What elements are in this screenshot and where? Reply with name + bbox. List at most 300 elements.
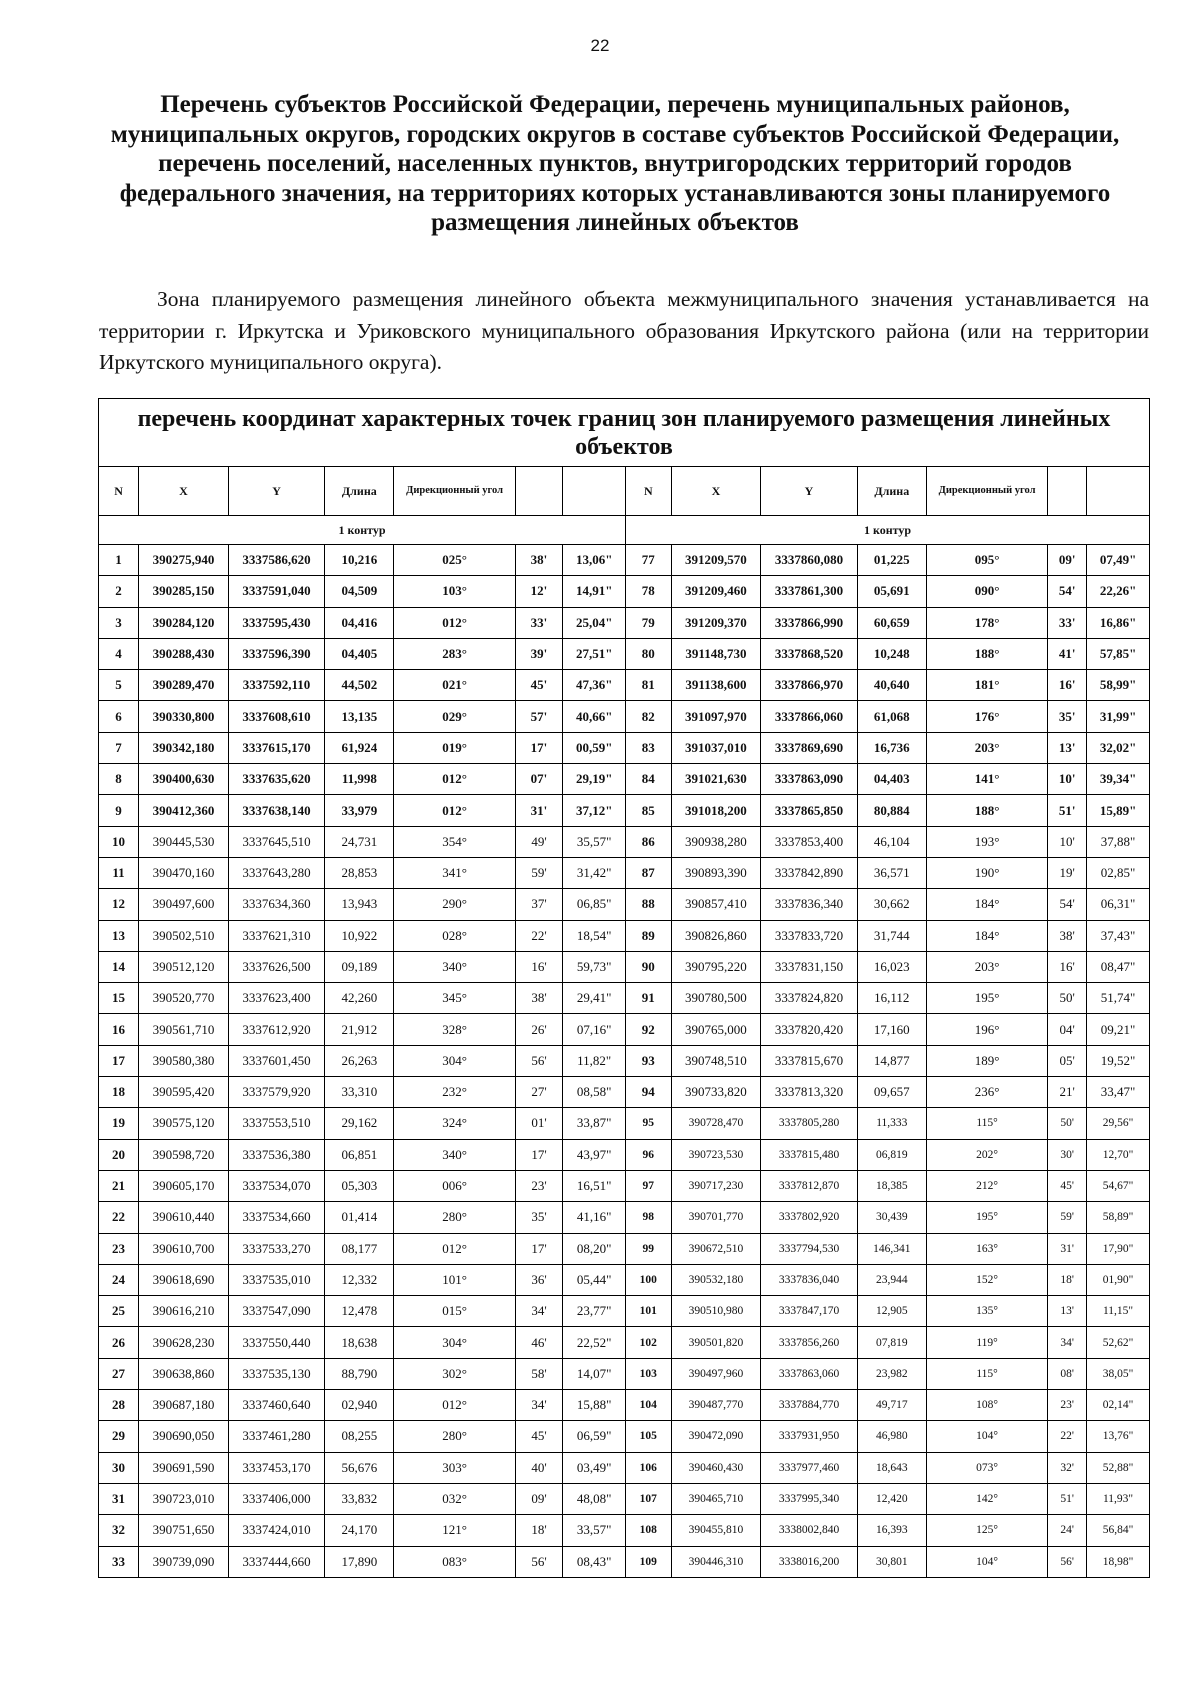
point-number-left: 14 <box>99 951 139 982</box>
x-value-right: 390487,770 <box>671 1390 761 1421</box>
y-value-left: 3337535,010 <box>228 1264 324 1295</box>
angle-seconds-left: 15,88" <box>563 1390 626 1421</box>
angle-minutes-right: 24' <box>1048 1515 1087 1546</box>
y-value-right: 3338002,840 <box>761 1515 857 1546</box>
angle-seconds-right: 18,98" <box>1087 1546 1150 1577</box>
length-value-left: 18,638 <box>325 1327 394 1358</box>
y-value-left: 3337626,500 <box>228 951 324 982</box>
angle-degrees-right: 115° <box>926 1358 1047 1389</box>
angle-seconds-right: 06,31" <box>1087 889 1150 920</box>
angle-minutes-left: 16' <box>515 951 563 982</box>
angle-minutes-left: 17' <box>515 732 563 763</box>
angle-degrees-left: 345° <box>394 983 515 1014</box>
header-y-left: Y <box>228 467 324 516</box>
x-value-right: 390510,980 <box>671 1296 761 1327</box>
angle-minutes-left: 59' <box>515 857 563 888</box>
y-value-right: 3337815,670 <box>761 1045 857 1076</box>
angle-minutes-left: 09' <box>515 1483 563 1514</box>
point-number-right: 85 <box>626 795 671 826</box>
angle-minutes-left: 31' <box>515 795 563 826</box>
y-value-left: 3337534,660 <box>228 1202 324 1233</box>
point-number-left: 9 <box>99 795 139 826</box>
y-value-right: 3337861,300 <box>761 576 857 607</box>
point-number-right: 89 <box>626 920 671 951</box>
angle-seconds-left: 33,87" <box>563 1108 626 1139</box>
point-number-right: 92 <box>626 1014 671 1045</box>
y-value-right: 3337802,920 <box>761 1202 857 1233</box>
table-body <box>99 545 1150 1578</box>
angle-seconds-right: 51,74" <box>1087 983 1150 1014</box>
length-value-left: 42,260 <box>325 983 394 1014</box>
angle-seconds-left: 31,42" <box>563 857 626 888</box>
angle-seconds-left: 11,82" <box>563 1045 626 1076</box>
length-value-left: 05,303 <box>325 1170 394 1201</box>
header-minutes-left <box>515 467 563 516</box>
point-number-right: 98 <box>626 1202 671 1233</box>
angle-degrees-left: 019° <box>394 732 515 763</box>
point-number-right: 105 <box>626 1421 671 1452</box>
length-value-left: 56,676 <box>325 1452 394 1483</box>
angle-seconds-left: 43,97" <box>563 1139 626 1170</box>
angle-degrees-left: 232° <box>394 1077 515 1108</box>
x-value-left: 390502,510 <box>139 920 229 951</box>
point-number-right: 83 <box>626 732 671 763</box>
table-row <box>99 1358 1150 1389</box>
table-row <box>99 857 1150 888</box>
length-value-right: 11,333 <box>857 1108 926 1139</box>
length-value-left: 04,405 <box>325 638 394 669</box>
y-value-left: 3337592,110 <box>228 670 324 701</box>
angle-degrees-right: 178° <box>926 607 1047 638</box>
angle-seconds-left: 08,58" <box>563 1077 626 1108</box>
x-value-right: 390826,860 <box>671 920 761 951</box>
header-n-right: N <box>626 467 671 516</box>
angle-degrees-left: 025° <box>394 545 515 576</box>
length-value-left: 12,478 <box>325 1296 394 1327</box>
table-row <box>99 1014 1150 1045</box>
contour-row <box>99 516 1150 545</box>
angle-degrees-left: 101° <box>394 1264 515 1295</box>
angle-minutes-left: 17' <box>515 1139 563 1170</box>
length-value-right: 17,160 <box>857 1014 926 1045</box>
table-row <box>99 1390 1150 1421</box>
point-number-left: 21 <box>99 1170 139 1201</box>
angle-minutes-right: 30' <box>1048 1139 1087 1170</box>
angle-seconds-right: 31,99" <box>1087 701 1150 732</box>
y-value-right: 3337815,480 <box>761 1139 857 1170</box>
point-number-left: 18 <box>99 1077 139 1108</box>
angle-seconds-left: 47,36" <box>563 670 626 701</box>
length-value-right: 12,905 <box>857 1296 926 1327</box>
y-value-right: 3337853,400 <box>761 826 857 857</box>
angle-seconds-left: 06,59" <box>563 1421 626 1452</box>
length-value-right: 46,104 <box>857 826 926 857</box>
angle-degrees-left: 283° <box>394 638 515 669</box>
length-value-left: 17,890 <box>325 1546 394 1577</box>
length-value-right: 09,657 <box>857 1077 926 1108</box>
angle-degrees-right: 125° <box>926 1515 1047 1546</box>
length-value-left: 88,790 <box>325 1358 394 1389</box>
y-value-right: 3337812,870 <box>761 1170 857 1201</box>
header-angle-right: Дирекционный угол <box>926 467 1047 516</box>
y-value-right: 3337863,090 <box>761 764 857 795</box>
x-value-right: 390465,710 <box>671 1483 761 1514</box>
length-value-left: 44,502 <box>325 670 394 701</box>
x-value-right: 390532,180 <box>671 1264 761 1295</box>
angle-seconds-right: 56,84" <box>1087 1515 1150 1546</box>
angle-seconds-right: 11,15" <box>1087 1296 1150 1327</box>
y-value-right: 3337865,850 <box>761 795 857 826</box>
length-value-left: 61,924 <box>325 732 394 763</box>
length-value-left: 06,851 <box>325 1139 394 1170</box>
x-value-right: 390765,000 <box>671 1014 761 1045</box>
y-value-right: 3337931,950 <box>761 1421 857 1452</box>
length-value-right: 10,248 <box>857 638 926 669</box>
angle-degrees-right: 163° <box>926 1233 1047 1264</box>
angle-degrees-left: 012° <box>394 607 515 638</box>
length-value-left: 04,509 <box>325 576 394 607</box>
y-value-right: 3337884,770 <box>761 1390 857 1421</box>
angle-minutes-right: 56' <box>1048 1546 1087 1577</box>
point-number-right: 81 <box>626 670 671 701</box>
point-number-left: 28 <box>99 1390 139 1421</box>
angle-minutes-left: 22' <box>515 920 563 951</box>
y-value-right: 3337869,690 <box>761 732 857 763</box>
table-row <box>99 1045 1150 1076</box>
angle-degrees-right: 189° <box>926 1045 1047 1076</box>
length-value-left: 10,922 <box>325 920 394 951</box>
point-number-left: 17 <box>99 1045 139 1076</box>
angle-degrees-right: 176° <box>926 701 1047 732</box>
page-number: 22 <box>590 36 610 55</box>
table-row <box>99 1483 1150 1514</box>
point-number-right: 84 <box>626 764 671 795</box>
point-number-right: 100 <box>626 1264 671 1295</box>
angle-minutes-left: 38' <box>515 983 563 1014</box>
angle-minutes-right: 32' <box>1048 1452 1087 1483</box>
point-number-right: 108 <box>626 1515 671 1546</box>
point-number-right: 106 <box>626 1452 671 1483</box>
y-value-left: 3337595,430 <box>228 607 324 638</box>
angle-degrees-right: 196° <box>926 1014 1047 1045</box>
length-value-left: 33,832 <box>325 1483 394 1514</box>
table-row <box>99 826 1150 857</box>
table-row <box>99 1327 1150 1358</box>
y-value-right: 3337868,520 <box>761 638 857 669</box>
angle-seconds-right: 11,93" <box>1087 1483 1150 1514</box>
table-row <box>99 764 1150 795</box>
angle-degrees-right: 108° <box>926 1390 1047 1421</box>
length-value-right: 12,420 <box>857 1483 926 1514</box>
angle-seconds-right: 15,89" <box>1087 795 1150 826</box>
x-value-right: 390717,230 <box>671 1170 761 1201</box>
angle-minutes-right: 41' <box>1048 638 1087 669</box>
point-number-right: 88 <box>626 889 671 920</box>
angle-degrees-left: 121° <box>394 1515 515 1546</box>
angle-degrees-left: 028° <box>394 920 515 951</box>
x-value-left: 390739,090 <box>139 1546 229 1577</box>
angle-degrees-left: 012° <box>394 1390 515 1421</box>
table-title: перечень координат характерных точек границ зон планируемого размещения линейных объектов <box>99 399 1150 467</box>
y-value-left: 3337535,130 <box>228 1358 324 1389</box>
angle-degrees-left: 340° <box>394 1139 515 1170</box>
angle-seconds-right: 13,76" <box>1087 1421 1150 1452</box>
angle-minutes-right: 54' <box>1048 576 1087 607</box>
table-row <box>99 1170 1150 1201</box>
y-value-right: 3337794,530 <box>761 1233 857 1264</box>
length-value-left: 12,332 <box>325 1264 394 1295</box>
x-value-left: 390723,010 <box>139 1483 229 1514</box>
x-value-left: 390616,210 <box>139 1296 229 1327</box>
x-value-left: 390690,050 <box>139 1421 229 1452</box>
point-number-left: 5 <box>99 670 139 701</box>
x-value-right: 391138,600 <box>671 670 761 701</box>
y-value-right: 3337866,970 <box>761 670 857 701</box>
point-number-left: 16 <box>99 1014 139 1045</box>
point-number-right: 78 <box>626 576 671 607</box>
angle-minutes-left: 34' <box>515 1390 563 1421</box>
angle-degrees-left: 012° <box>394 795 515 826</box>
angle-degrees-left: 280° <box>394 1202 515 1233</box>
table-row <box>99 607 1150 638</box>
x-value-right: 391037,010 <box>671 732 761 763</box>
x-value-left: 390470,160 <box>139 857 229 888</box>
point-number-right: 96 <box>626 1139 671 1170</box>
angle-seconds-right: 38,05" <box>1087 1358 1150 1389</box>
y-value-right: 3337813,320 <box>761 1077 857 1108</box>
angle-minutes-left: 34' <box>515 1296 563 1327</box>
x-value-left: 390638,860 <box>139 1358 229 1389</box>
angle-degrees-left: 290° <box>394 889 515 920</box>
point-number-left: 24 <box>99 1264 139 1295</box>
angle-minutes-left: 57' <box>515 701 563 732</box>
point-number-left: 6 <box>99 701 139 732</box>
length-value-right: 16,023 <box>857 951 926 982</box>
length-value-right: 80,884 <box>857 795 926 826</box>
point-number-right: 80 <box>626 638 671 669</box>
length-value-right: 40,640 <box>857 670 926 701</box>
point-number-left: 11 <box>99 857 139 888</box>
angle-minutes-right: 19' <box>1048 857 1087 888</box>
header-minutes-right <box>1048 467 1087 516</box>
length-value-left: 33,310 <box>325 1077 394 1108</box>
angle-degrees-right: 090° <box>926 576 1047 607</box>
x-value-left: 390289,470 <box>139 670 229 701</box>
angle-minutes-left: 56' <box>515 1045 563 1076</box>
angle-minutes-right: 31' <box>1048 1233 1087 1264</box>
angle-degrees-right: 188° <box>926 638 1047 669</box>
table-header-row <box>99 467 1150 516</box>
y-value-left: 3337461,280 <box>228 1421 324 1452</box>
point-number-left: 13 <box>99 920 139 951</box>
length-value-right: 23,944 <box>857 1264 926 1295</box>
y-value-left: 3337596,390 <box>228 638 324 669</box>
length-value-right: 14,877 <box>857 1045 926 1076</box>
x-value-left: 390628,230 <box>139 1327 229 1358</box>
y-value-left: 3337547,090 <box>228 1296 324 1327</box>
length-value-left: 04,416 <box>325 607 394 638</box>
point-number-left: 29 <box>99 1421 139 1452</box>
length-value-right: 18,643 <box>857 1452 926 1483</box>
y-value-left: 3337634,360 <box>228 889 324 920</box>
length-value-right: 04,403 <box>857 764 926 795</box>
point-number-right: 99 <box>626 1233 671 1264</box>
length-value-left: 08,255 <box>325 1421 394 1452</box>
x-value-left: 390512,120 <box>139 951 229 982</box>
x-value-right: 391209,460 <box>671 576 761 607</box>
angle-minutes-left: 36' <box>515 1264 563 1295</box>
angle-minutes-left: 46' <box>515 1327 563 1358</box>
angle-minutes-left: 45' <box>515 1421 563 1452</box>
angle-degrees-right: 184° <box>926 920 1047 951</box>
angle-seconds-left: 37,12" <box>563 795 626 826</box>
header-length-left: Длина <box>325 467 394 516</box>
x-value-left: 390610,440 <box>139 1202 229 1233</box>
angle-degrees-left: 029° <box>394 701 515 732</box>
header-x-left: X <box>139 467 229 516</box>
angle-seconds-right: 32,02" <box>1087 732 1150 763</box>
length-value-right: 60,659 <box>857 607 926 638</box>
length-value-right: 30,662 <box>857 889 926 920</box>
table-row <box>99 1515 1150 1546</box>
point-number-right: 79 <box>626 607 671 638</box>
point-number-right: 77 <box>626 545 671 576</box>
table-row <box>99 1202 1150 1233</box>
x-value-left: 390400,630 <box>139 764 229 795</box>
angle-seconds-right: 17,90" <box>1087 1233 1150 1264</box>
angle-seconds-left: 00,59" <box>563 732 626 763</box>
length-value-right: 23,982 <box>857 1358 926 1389</box>
angle-seconds-left: 18,54" <box>563 920 626 951</box>
angle-seconds-left: 35,57" <box>563 826 626 857</box>
x-value-left: 390445,530 <box>139 826 229 857</box>
x-value-left: 390275,940 <box>139 545 229 576</box>
point-number-right: 90 <box>626 951 671 982</box>
angle-seconds-right: 01,90" <box>1087 1264 1150 1295</box>
point-number-right: 93 <box>626 1045 671 1076</box>
angle-seconds-right: 37,88" <box>1087 826 1150 857</box>
point-number-left: 15 <box>99 983 139 1014</box>
angle-seconds-right: 58,89" <box>1087 1202 1150 1233</box>
point-number-right: 95 <box>626 1108 671 1139</box>
y-value-left: 3337643,280 <box>228 857 324 888</box>
x-value-right: 390460,430 <box>671 1452 761 1483</box>
y-value-left: 3337406,000 <box>228 1483 324 1514</box>
angle-seconds-right: 22,26" <box>1087 576 1150 607</box>
angle-minutes-left: 17' <box>515 1233 563 1264</box>
point-number-right: 97 <box>626 1170 671 1201</box>
y-value-right: 3337995,340 <box>761 1483 857 1514</box>
angle-seconds-right: 37,43" <box>1087 920 1150 951</box>
y-value-left: 3337621,310 <box>228 920 324 951</box>
angle-degrees-right: 212° <box>926 1170 1047 1201</box>
table-row <box>99 889 1150 920</box>
length-value-right: 07,819 <box>857 1327 926 1358</box>
x-value-left: 390284,120 <box>139 607 229 638</box>
point-number-left: 26 <box>99 1327 139 1358</box>
angle-seconds-left: 14,91" <box>563 576 626 607</box>
angle-minutes-left: 37' <box>515 889 563 920</box>
angle-degrees-right: 119° <box>926 1327 1047 1358</box>
length-value-right: 36,571 <box>857 857 926 888</box>
angle-minutes-right: 04' <box>1048 1014 1087 1045</box>
length-value-right: 30,439 <box>857 1202 926 1233</box>
header-length-right: Длина <box>857 467 926 516</box>
point-number-left: 27 <box>99 1358 139 1389</box>
length-value-right: 01,225 <box>857 545 926 576</box>
table-row <box>99 576 1150 607</box>
x-value-left: 390412,360 <box>139 795 229 826</box>
angle-seconds-left: 07,16" <box>563 1014 626 1045</box>
y-value-left: 3337635,620 <box>228 764 324 795</box>
x-value-left: 390342,180 <box>139 732 229 763</box>
length-value-left: 13,135 <box>325 701 394 732</box>
x-value-left: 390575,120 <box>139 1108 229 1139</box>
angle-seconds-left: 22,52" <box>563 1327 626 1358</box>
x-value-right: 390733,820 <box>671 1077 761 1108</box>
table-row <box>99 732 1150 763</box>
table-row <box>99 638 1150 669</box>
y-value-left: 3337579,920 <box>228 1077 324 1108</box>
angle-degrees-right: 095° <box>926 545 1047 576</box>
angle-seconds-left: 40,66" <box>563 701 626 732</box>
y-value-left: 3337591,040 <box>228 576 324 607</box>
y-value-left: 3337553,510 <box>228 1108 324 1139</box>
angle-minutes-left: 27' <box>515 1077 563 1108</box>
angle-minutes-left: 23' <box>515 1170 563 1201</box>
angle-seconds-right: 29,56" <box>1087 1108 1150 1139</box>
angle-minutes-right: 13' <box>1048 1296 1087 1327</box>
angle-minutes-left: 58' <box>515 1358 563 1389</box>
header-angle-left: Дирекционный угол <box>394 467 515 516</box>
angle-degrees-right: 195° <box>926 983 1047 1014</box>
angle-degrees-right: 104° <box>926 1546 1047 1577</box>
table-row <box>99 1546 1150 1577</box>
angle-seconds-right: 52,88" <box>1087 1452 1150 1483</box>
y-value-left: 3337612,920 <box>228 1014 324 1045</box>
point-number-left: 30 <box>99 1452 139 1483</box>
table-row <box>99 795 1150 826</box>
length-value-left: 11,998 <box>325 764 394 795</box>
angle-degrees-left: 021° <box>394 670 515 701</box>
x-value-right: 391148,730 <box>671 638 761 669</box>
x-value-left: 390561,710 <box>139 1014 229 1045</box>
length-value-right: 18,385 <box>857 1170 926 1201</box>
coordinates-table <box>98 398 1150 1578</box>
angle-seconds-left: 05,44" <box>563 1264 626 1295</box>
angle-seconds-right: 39,34" <box>1087 764 1150 795</box>
angle-degrees-left: 304° <box>394 1327 515 1358</box>
angle-degrees-left: 341° <box>394 857 515 888</box>
point-number-right: 94 <box>626 1077 671 1108</box>
table-row <box>99 920 1150 951</box>
angle-degrees-left: 280° <box>394 1421 515 1452</box>
y-value-right: 3337842,890 <box>761 857 857 888</box>
y-value-right: 3337805,280 <box>761 1108 857 1139</box>
header-seconds-left <box>563 467 626 516</box>
y-value-left: 3337550,440 <box>228 1327 324 1358</box>
table-row <box>99 1421 1150 1452</box>
angle-degrees-left: 012° <box>394 1233 515 1264</box>
point-number-right: 82 <box>626 701 671 732</box>
x-value-right: 390795,220 <box>671 951 761 982</box>
length-value-right: 16,112 <box>857 983 926 1014</box>
angle-degrees-left: 328° <box>394 1014 515 1045</box>
point-number-left: 31 <box>99 1483 139 1514</box>
angle-minutes-left: 56' <box>515 1546 563 1577</box>
point-number-left: 8 <box>99 764 139 795</box>
angle-degrees-left: 302° <box>394 1358 515 1389</box>
